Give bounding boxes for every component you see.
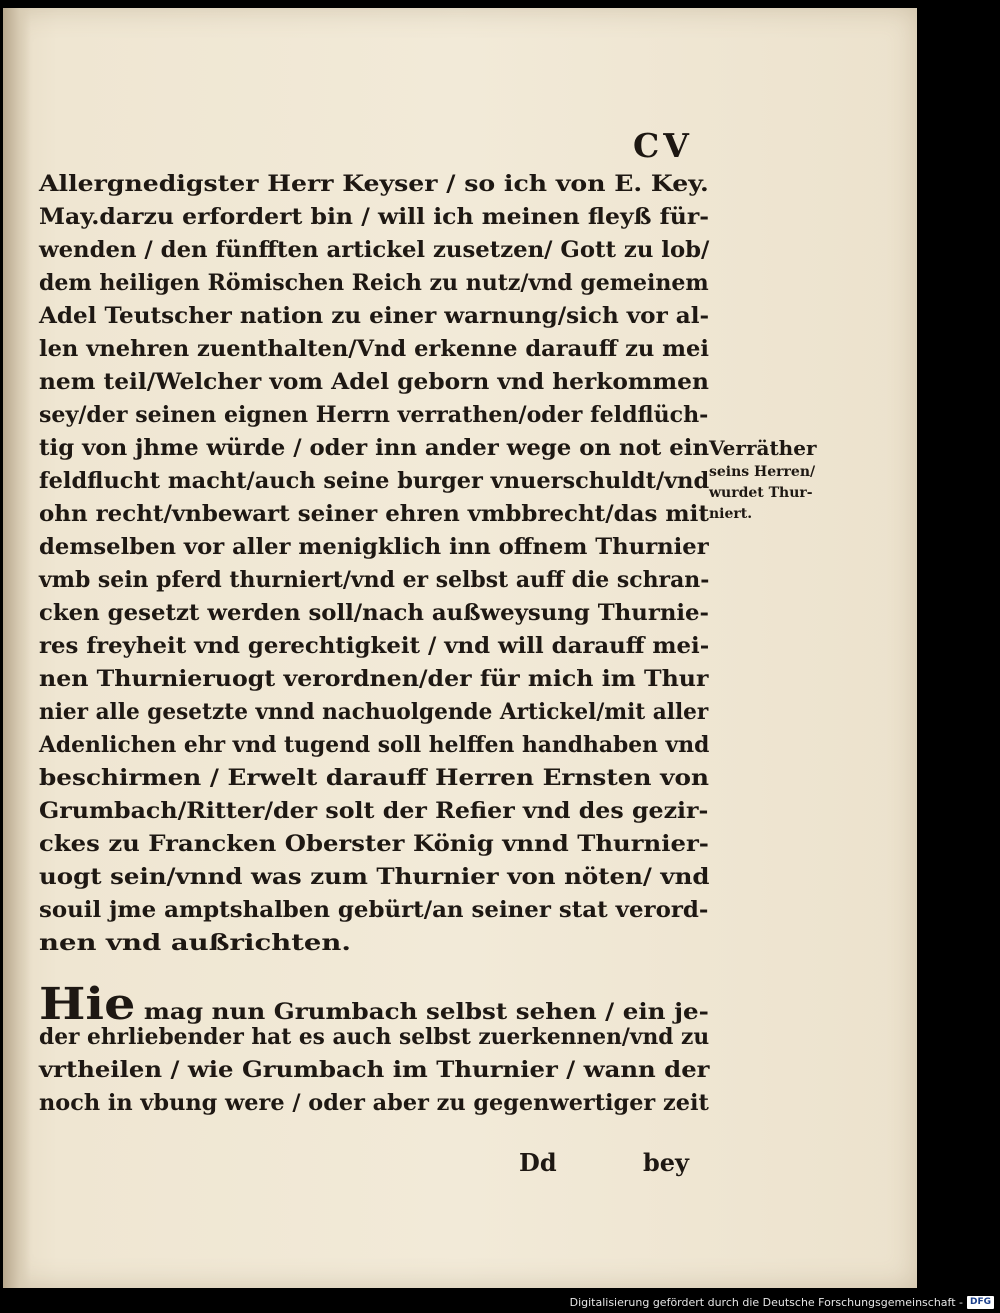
text-line: ckes zu Francken Oberster König vnnd Thurnier- bbox=[39, 831, 709, 857]
page-gutter bbox=[3, 8, 31, 1288]
marginal-note bbox=[709, 434, 859, 525]
text-line: len vnehren zuenthalten/Vnd erkenne darauff zu mei bbox=[39, 336, 710, 362]
marginal-note-line: wurdet Thur- bbox=[709, 485, 813, 501]
text-line: vrtheilen / wie Grumbach im Thurnier / wann der bbox=[39, 1057, 710, 1083]
text-line: res freyheit vnd gerechtigkeit / vnd will darauff mei- bbox=[39, 633, 710, 659]
dfg-logo: DFG bbox=[967, 1296, 994, 1309]
text-line: noch in vbung were / oder aber zu gegenwertiger zeit bbox=[39, 1090, 709, 1116]
text-line bbox=[39, 979, 787, 1030]
text-line: nen vnd außrichten. bbox=[39, 930, 351, 956]
text-line: dem heiligen Römischen Reich zu nutz/vnd gemeinem bbox=[39, 270, 709, 296]
text-line: demselben vor aller menigklich inn offnem Thurnier bbox=[39, 534, 709, 560]
main-text-paragraph bbox=[39, 168, 729, 960]
text-line: vmb sein pferd thurniert/vnd er selbst auff die schran- bbox=[39, 567, 710, 593]
text-line: nen Thurnieruogt verordnen/der für mich im Thur bbox=[39, 666, 709, 692]
text-line: souil jme amptshalben gebürt/an seiner stat verord- bbox=[39, 897, 709, 923]
marginal-note-line: seins Herren/ bbox=[709, 464, 816, 480]
text-line: der ehrliebender hat es auch selbst zuerkennen/vnd zu bbox=[39, 1024, 710, 1050]
text-line: May.darzu erfordert bin / will ich meinen fleyß für- bbox=[39, 204, 710, 230]
text-line: Grumbach/Ritter/der solt der Refier vnd des gezir- bbox=[39, 798, 709, 824]
text-line: nier alle gesetzte vnnd nachuolgende Artickel/mit aller bbox=[39, 699, 709, 725]
footer-credit-text: Digitalisierung gefördert durch die Deutsche Forschungsgemeinschaft - bbox=[569, 1296, 963, 1309]
second-paragraph bbox=[39, 979, 729, 1120]
marginal-note-line: niert. bbox=[709, 506, 753, 522]
text-line: ohn recht/vnbewart seiner ehren vmbbrecht/das mit bbox=[39, 501, 709, 527]
text-line: uogt sein/vnnd was zum Thurnier von nöten/ vnd bbox=[39, 864, 710, 890]
text-line: Adel Teutscher nation zu einer warnung/sich vor al- bbox=[39, 303, 710, 329]
text-line: wenden / den fünfften artickel zusetzen/ Gott zu lob/ bbox=[39, 237, 710, 263]
text-line: Allergnedigster Herr Keyser / so ich von E. Key. bbox=[39, 171, 709, 197]
text-line: feldflucht macht/auch seine burger vnuerschuldt/vnd bbox=[39, 468, 710, 494]
text-line: tig von jhme würde / oder inn ander wege on not ein bbox=[39, 435, 710, 461]
marginal-note-line: Verräther bbox=[709, 436, 817, 460]
catchword: bey bbox=[643, 1148, 689, 1177]
text-line: nem teil/Welcher vom Adel geborn vnd herkommen bbox=[39, 369, 709, 395]
folio-number: CV bbox=[633, 126, 693, 165]
text-line: sey/der seinen eignen Herrn verrathen/oder feldflüch- bbox=[39, 402, 709, 428]
book-page bbox=[3, 8, 917, 1288]
text-line-rest: mag nun Grumbach selbst sehen / ein je- bbox=[135, 999, 709, 1025]
initial-letter: Hie bbox=[39, 979, 136, 1030]
signature-mark: Dd bbox=[519, 1148, 557, 1177]
text-line: beschirmen / Erwelt darauff Herren Ernsten von bbox=[39, 765, 709, 791]
text-line: cken gesetzt werden soll/nach außweysung Thurnie- bbox=[39, 600, 710, 626]
digitization-footer bbox=[570, 1296, 994, 1309]
text-line: Adenlichen ehr vnd tugend soll helffen handhaben vnd bbox=[39, 732, 710, 758]
